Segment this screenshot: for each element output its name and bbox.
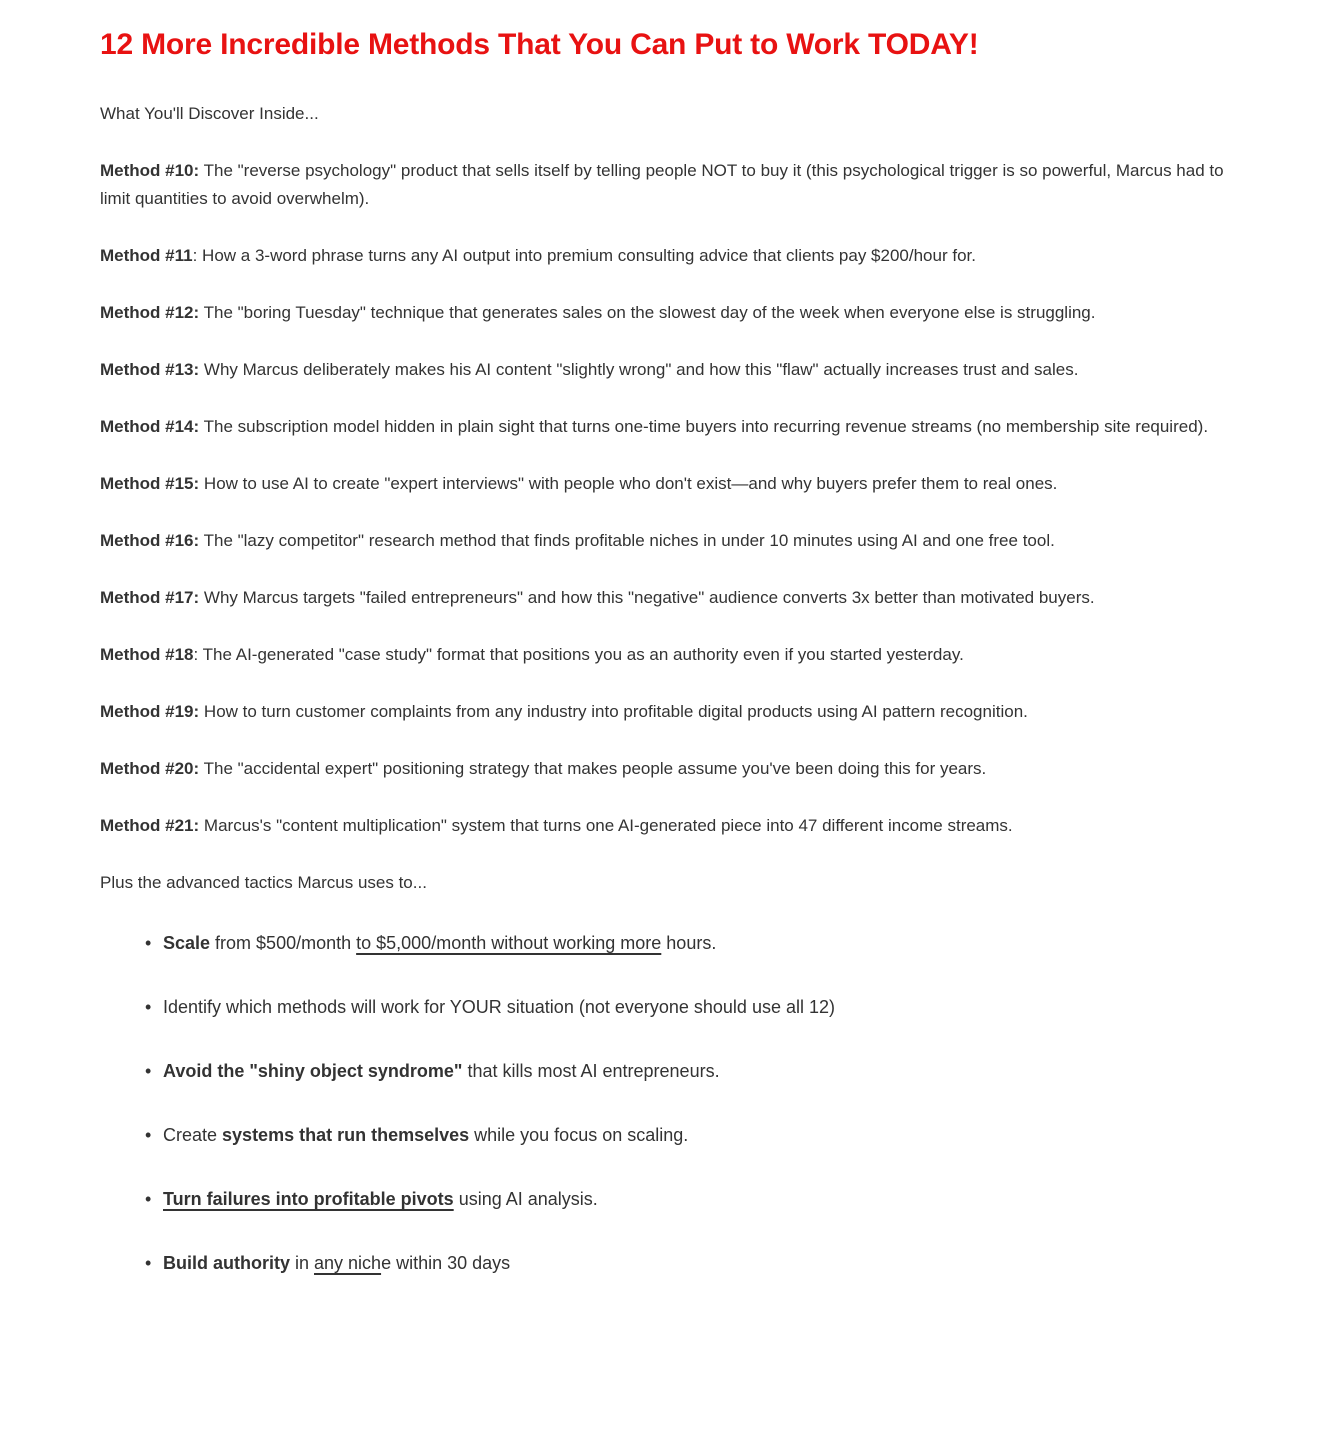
text-segment: in [290, 1253, 315, 1273]
benefit-item [163, 1249, 1250, 1277]
text-segment: Method #20: [100, 759, 200, 778]
text-segment: Method #14: [100, 417, 200, 436]
benefit-item [163, 993, 1250, 1021]
page-root [100, 0, 1250, 1277]
text-segment: systems that run themselves [222, 1125, 470, 1145]
text-segment: : The AI-generated "case study" format that positions you as an authority even if you started yesterday. [193, 645, 964, 664]
method-paragraph [100, 299, 1250, 327]
text-segment: Identify which methods will work for YOUR situation (not everyone should use all 12) [163, 997, 835, 1017]
text-segment: Method #10: [100, 161, 200, 180]
text-segment: Method #11 [100, 246, 193, 265]
text-segment: from $500/month [210, 933, 357, 953]
benefits-list [100, 929, 1250, 1277]
method-paragraph [100, 157, 1250, 213]
text-segment: Avoid the "shiny object syndrome" [163, 1061, 463, 1081]
method-paragraph [100, 470, 1250, 498]
method-paragraph [100, 242, 1250, 270]
text-segment: Method #15: [100, 474, 200, 493]
text-segment: Why Marcus deliberately makes his AI content "slightly wrong" and how this "flaw" actually increases trust and sales. [199, 360, 1079, 379]
intro-text: What You'll Discover Inside... [100, 104, 319, 123]
text-segment: Method #18 [100, 645, 194, 664]
text-segment: while you focus on scaling. [469, 1125, 689, 1145]
page-title: 12 More Incredible Methods That You Can Put to Work TODAY! [100, 28, 979, 61]
text-segment: hours. [661, 933, 717, 953]
text-segment: Scale [163, 933, 211, 953]
text-segment: using AI analysis. [453, 1189, 598, 1209]
text-segment: How to use AI to create "expert interviews" with people who don't exist—and why buyers prefer them to real ones. [199, 474, 1058, 493]
text-segment: The "accidental expert" positioning strategy that makes people assume you've been doing this for years. [199, 759, 987, 778]
method-paragraph [100, 356, 1250, 384]
text-segment: e within 30 days [381, 1253, 511, 1273]
text-segment: The "reverse psychology" product that sells itself by telling people NOT to buy it (this psychological trigger is so powerful, Marcus had to limit quantities to avoid overwhelm). [100, 161, 1224, 208]
benefit-item [163, 1057, 1250, 1085]
benefit-item [163, 1185, 1250, 1213]
text-segment: Why Marcus targets "failed entrepreneurs" and how this "negative" audience converts 3x better than motivated buyers. [199, 588, 1095, 607]
method-paragraph [100, 755, 1250, 783]
method-paragraph [100, 584, 1250, 612]
text-segment: : How a 3-word phrase turns any AI output into premium consulting advice that clients pay $200/hour for. [192, 246, 976, 265]
method-paragraph [100, 527, 1250, 555]
benefit-item [163, 1121, 1250, 1149]
text-segment: The subscription model hidden in plain sight that turns one-time buyers into recurring revenue streams (no membership site required). [199, 417, 1209, 436]
text-segment: to $5,000/month without working more [356, 933, 662, 953]
text-segment: Method #16: [100, 531, 200, 550]
text-segment: Method #19: [100, 702, 200, 721]
text-segment: Method #21: [100, 816, 200, 835]
text-segment: any nich [314, 1253, 382, 1273]
method-paragraph [100, 812, 1250, 840]
method-paragraph [100, 698, 1250, 726]
method-paragraph [100, 413, 1250, 441]
text-segment: The "boring Tuesday" technique that generates sales on the slowest day of the week when everyone else is struggling. [199, 303, 1096, 322]
method-paragraph [100, 641, 1250, 669]
text-segment: Create [163, 1125, 223, 1145]
text-segment: How to turn customer complaints from any industry into profitable digital products using AI pattern recognition. [199, 702, 1028, 721]
text-segment: Method #17: [100, 588, 200, 607]
text-segment: The "lazy competitor" research method that finds profitable niches in under 10 minutes using AI and one free tool. [199, 531, 1055, 550]
text-segment: Marcus's "content multiplication" system that turns one AI-generated piece into 47 different income streams. [199, 816, 1013, 835]
benefit-item [163, 929, 1250, 957]
text-segment: Build authority [163, 1253, 290, 1273]
text-segment: Turn failures into profitable pivots [163, 1189, 454, 1209]
text-segment: Method #13: [100, 360, 200, 379]
methods-list [100, 157, 1250, 840]
text-segment: that kills most AI entrepreneurs. [462, 1061, 720, 1081]
text-segment: Method #12: [100, 303, 200, 322]
plus-line: Plus the advanced tactics Marcus uses to... [100, 873, 427, 892]
